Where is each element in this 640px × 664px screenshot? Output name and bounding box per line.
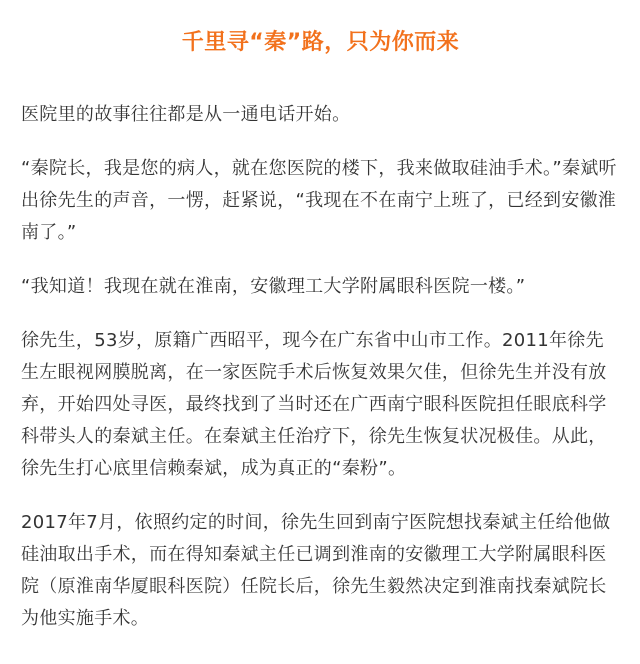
paragraph-phone-call: “秦院长，我是您的病人，就在您医院的楼下，我来做取硅油手术。”秦斌听出徐先生的声音，一愣，赶紧说，“我现在不在南宁上班了，已经到安徽淮南了。” xyxy=(21,158,617,243)
paragraph-surgery-decision: 2017年7月，依照约定的时间，徐先生回到南宁医院想找秦斌主任给他做硅油取出手术，而在得知秦斌主任已调到淮南的安徽理工大学附属眼科医院（原淮南华厦眼科医院）任院长后，徐先生毅然决定到淮南找秦斌院长为他实施手术。 xyxy=(21,512,611,629)
paragraph-location-reply: “我知道！我现在就在淮南，安徽理工大学附属眼科医院一楼。” xyxy=(21,276,526,297)
paragraph-patient-background: 徐先生，53岁，原籍广西昭平，现今在广东省中山市工作。2011年徐先生左眼视网膜脱离，在一家医院手术后恢复效果欠佳，但徐先生并没有放弃，开始四处寻医，最终找到了当时还在广西南宁眼科医院担任眼底科学科带头人的秦斌主任。在秦斌主任治疗下，徐先生恢复状况极佳。从此，徐先生打心底里信赖秦斌，成为真正的“秦粉”。 xyxy=(21,330,607,479)
article-title: 千里寻“秦”路，只为你而来 xyxy=(181,30,460,55)
paragraph-intro: 医院里的故事往往都是从一通电话开始。 xyxy=(21,104,351,125)
